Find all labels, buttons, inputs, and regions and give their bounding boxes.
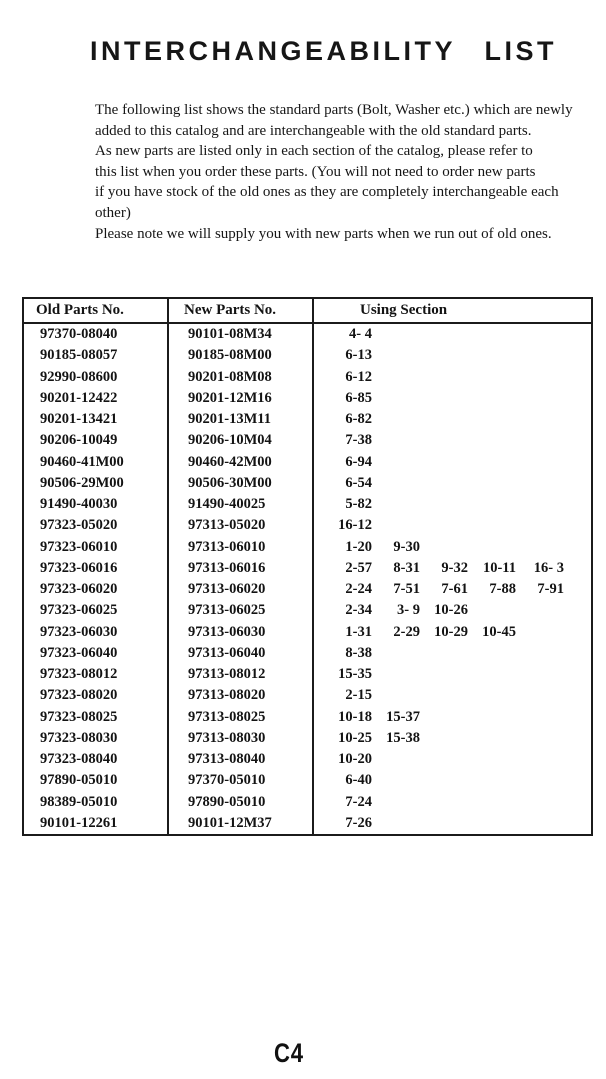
- intro-line: The following list shows the standard parts (Bolt, Washer etc.) which are newly: [95, 102, 573, 118]
- new-part-number: 97313-06025: [169, 600, 314, 621]
- using-section-value: 7-51: [393, 581, 420, 598]
- new-part-number: 97313-08040: [169, 749, 314, 770]
- using-sections: [314, 624, 591, 641]
- new-part-number: 97313-08020: [169, 685, 314, 706]
- intro-line: Please note we will supply you with new parts when we run out of old ones.: [95, 225, 552, 242]
- new-part-number: 97313-08030: [169, 728, 314, 749]
- using-sections: [314, 687, 591, 704]
- using-section-value: 7-24: [345, 793, 372, 810]
- old-part-number: 97323-06040: [24, 643, 169, 664]
- using-sections: [314, 709, 591, 726]
- table-row: [24, 409, 591, 430]
- using-section-value: 6-13: [345, 347, 372, 364]
- using-section-value: 6-54: [345, 474, 372, 491]
- new-part-number: 97370-05010: [169, 770, 314, 791]
- using-section-value: 10-25: [338, 729, 372, 746]
- intro-line: other): [95, 204, 131, 221]
- using-section-value: 2-57: [345, 559, 372, 576]
- page-title: INTERCHANGEABILITY LIST: [90, 36, 558, 66]
- using-sections: [314, 560, 591, 577]
- table-row: [24, 707, 591, 728]
- old-part-number: 97323-08020: [24, 685, 169, 706]
- using-section-value: 9-30: [393, 538, 420, 555]
- old-part-number: 90460-41M00: [24, 452, 169, 473]
- table-row: [24, 728, 591, 749]
- using-section-value: 6-82: [345, 411, 372, 428]
- new-part-number: 90206-10M04: [169, 430, 314, 451]
- using-sections: [314, 369, 591, 386]
- old-part-number: 98389-05010: [24, 792, 169, 813]
- using-sections: [314, 517, 591, 534]
- using-section-value: 16- 3: [533, 559, 564, 576]
- new-part-number: 90201-12M16: [169, 388, 314, 409]
- table-row: [24, 345, 591, 366]
- using-section-value: 7-91: [537, 581, 564, 598]
- using-sections: [314, 794, 591, 811]
- table-row: [24, 622, 591, 643]
- using-sections: [314, 581, 591, 598]
- using-sections: [314, 411, 591, 428]
- table-row: [24, 770, 591, 791]
- intro-paragraph: [95, 100, 573, 244]
- table-row: [24, 600, 591, 621]
- using-sections: [314, 496, 591, 513]
- using-section-value: 1-31: [345, 623, 372, 640]
- table-header-row: [24, 299, 591, 324]
- table-row: [24, 324, 591, 345]
- old-part-number: 97323-06010: [24, 537, 169, 558]
- using-section-value: 10-11: [482, 559, 516, 576]
- using-section-value: 2-29: [393, 623, 420, 640]
- using-sections: [314, 475, 591, 492]
- table-row: [24, 792, 591, 813]
- table-row: [24, 367, 591, 388]
- table-row: [24, 579, 591, 600]
- table-row: [24, 494, 591, 515]
- old-part-number: 90201-12422: [24, 388, 169, 409]
- old-part-number: 91490-40030: [24, 494, 169, 515]
- new-part-number: 90201-08M08: [169, 367, 314, 388]
- using-section-value: 8-31: [393, 559, 420, 576]
- old-part-number: 92990-08600: [24, 367, 169, 388]
- intro-line: this list when you order these parts. (You will not need to order new parts: [95, 163, 536, 180]
- old-part-number: 90201-13421: [24, 409, 169, 430]
- new-part-number: 97890-05010: [169, 792, 314, 813]
- using-section-value: 15-35: [338, 666, 372, 683]
- intro-line: As new parts are listed only in each section of the catalog, please refer to: [95, 143, 533, 160]
- table-row: [24, 537, 591, 558]
- intro-line: if you have stock of the old ones as they are completely interchangeable each: [95, 184, 559, 201]
- using-section-value: 3- 9: [397, 602, 420, 619]
- using-section-value: 6-94: [345, 453, 372, 470]
- header-using-section: Using Section: [360, 302, 448, 318]
- using-section-value: 8-38: [345, 644, 372, 661]
- new-part-number: 97313-08012: [169, 664, 314, 685]
- old-part-number: 97890-05010: [24, 770, 169, 791]
- page-number: C4: [274, 1038, 304, 1068]
- header-old-parts-no: Old Parts No.: [24, 299, 169, 322]
- new-part-number: 90460-42M00: [169, 452, 314, 473]
- old-part-number: 97323-06020: [24, 579, 169, 600]
- using-section-value: 2-15: [345, 687, 372, 704]
- new-part-number: 90101-08M34: [169, 324, 314, 345]
- table-row: [24, 643, 591, 664]
- using-section-value: 7-26: [345, 814, 372, 831]
- table-row: [24, 558, 591, 579]
- using-section-value: 10-45: [482, 623, 516, 640]
- table-row: [24, 515, 591, 536]
- old-part-number: 97370-08040: [24, 324, 169, 345]
- using-section-value: 10-29: [434, 623, 468, 640]
- using-sections: [314, 347, 591, 364]
- using-section-value: 7-88: [489, 581, 516, 598]
- using-sections: [314, 730, 591, 747]
- using-section-value: 6-40: [345, 772, 372, 789]
- interchangeability-table: [22, 297, 593, 836]
- using-sections: [314, 815, 591, 832]
- old-part-number: 97323-06025: [24, 600, 169, 621]
- new-part-number: 97313-06010: [169, 537, 314, 558]
- old-part-number: 90185-08057: [24, 345, 169, 366]
- new-part-number: 91490-40025: [169, 494, 314, 515]
- table-row: [24, 813, 591, 834]
- old-part-number: 97323-08012: [24, 664, 169, 685]
- table-row: [24, 749, 591, 770]
- new-part-number: 97313-08025: [169, 707, 314, 728]
- old-part-number: 97323-08025: [24, 707, 169, 728]
- new-part-number: 97313-06020: [169, 579, 314, 600]
- header-new-parts-no: New Parts No.: [169, 299, 314, 322]
- old-part-number: 97323-08030: [24, 728, 169, 749]
- old-part-number: 97323-06030: [24, 622, 169, 643]
- using-sections: [314, 326, 591, 343]
- using-sections: [314, 390, 591, 407]
- using-section-value: 2-24: [345, 581, 372, 598]
- using-sections: [314, 645, 591, 662]
- old-part-number: 97323-06016: [24, 558, 169, 579]
- using-section-value: 10-26: [434, 602, 468, 619]
- table-row: [24, 452, 591, 473]
- new-part-number: 97313-05020: [169, 515, 314, 536]
- using-sections: [314, 666, 591, 683]
- using-section-value: 7-38: [345, 432, 372, 449]
- using-section-value: 15-38: [386, 729, 420, 746]
- using-section-value: 4- 4: [349, 326, 372, 343]
- using-section-value: 15-37: [386, 708, 420, 725]
- table-body: [24, 324, 591, 834]
- new-part-number: 90506-30M00: [169, 473, 314, 494]
- using-section-value: 5-82: [345, 496, 372, 513]
- using-sections: [314, 751, 591, 768]
- old-part-number: 90101-12261: [24, 813, 169, 834]
- new-part-number: 90201-13M11: [169, 409, 314, 430]
- using-section-value: 6-85: [345, 389, 372, 406]
- using-section-value: 1-20: [345, 538, 372, 555]
- table-row: [24, 388, 591, 409]
- table-row: [24, 473, 591, 494]
- new-part-number: 97313-06016: [169, 558, 314, 579]
- using-section-value: 7-61: [441, 581, 468, 598]
- using-sections: [314, 602, 591, 619]
- using-sections: [314, 539, 591, 556]
- new-part-number: 90101-12M37: [169, 813, 314, 834]
- table-row: [24, 685, 591, 706]
- using-section-value: 10-20: [338, 751, 372, 768]
- using-sections: [314, 454, 591, 471]
- table-row: [24, 664, 591, 685]
- old-part-number: 90206-10049: [24, 430, 169, 451]
- using-section-value: 9-32: [441, 559, 468, 576]
- new-part-number: 97313-06030: [169, 622, 314, 643]
- new-part-number: 90185-08M00: [169, 345, 314, 366]
- old-part-number: 97323-05020: [24, 515, 169, 536]
- old-part-number: 90506-29M00: [24, 473, 169, 494]
- using-section-value: 2-34: [345, 602, 372, 619]
- table-row: [24, 430, 591, 451]
- using-sections: [314, 772, 591, 789]
- old-part-number: 97323-08040: [24, 749, 169, 770]
- using-section-value: 10-18: [338, 708, 372, 725]
- new-part-number: 97313-06040: [169, 643, 314, 664]
- using-section-value: 16-12: [338, 517, 372, 534]
- using-section-value: 6-12: [345, 368, 372, 385]
- using-sections: [314, 432, 591, 449]
- intro-line: added to this catalog and are interchangeable with the old standard parts.: [95, 122, 532, 139]
